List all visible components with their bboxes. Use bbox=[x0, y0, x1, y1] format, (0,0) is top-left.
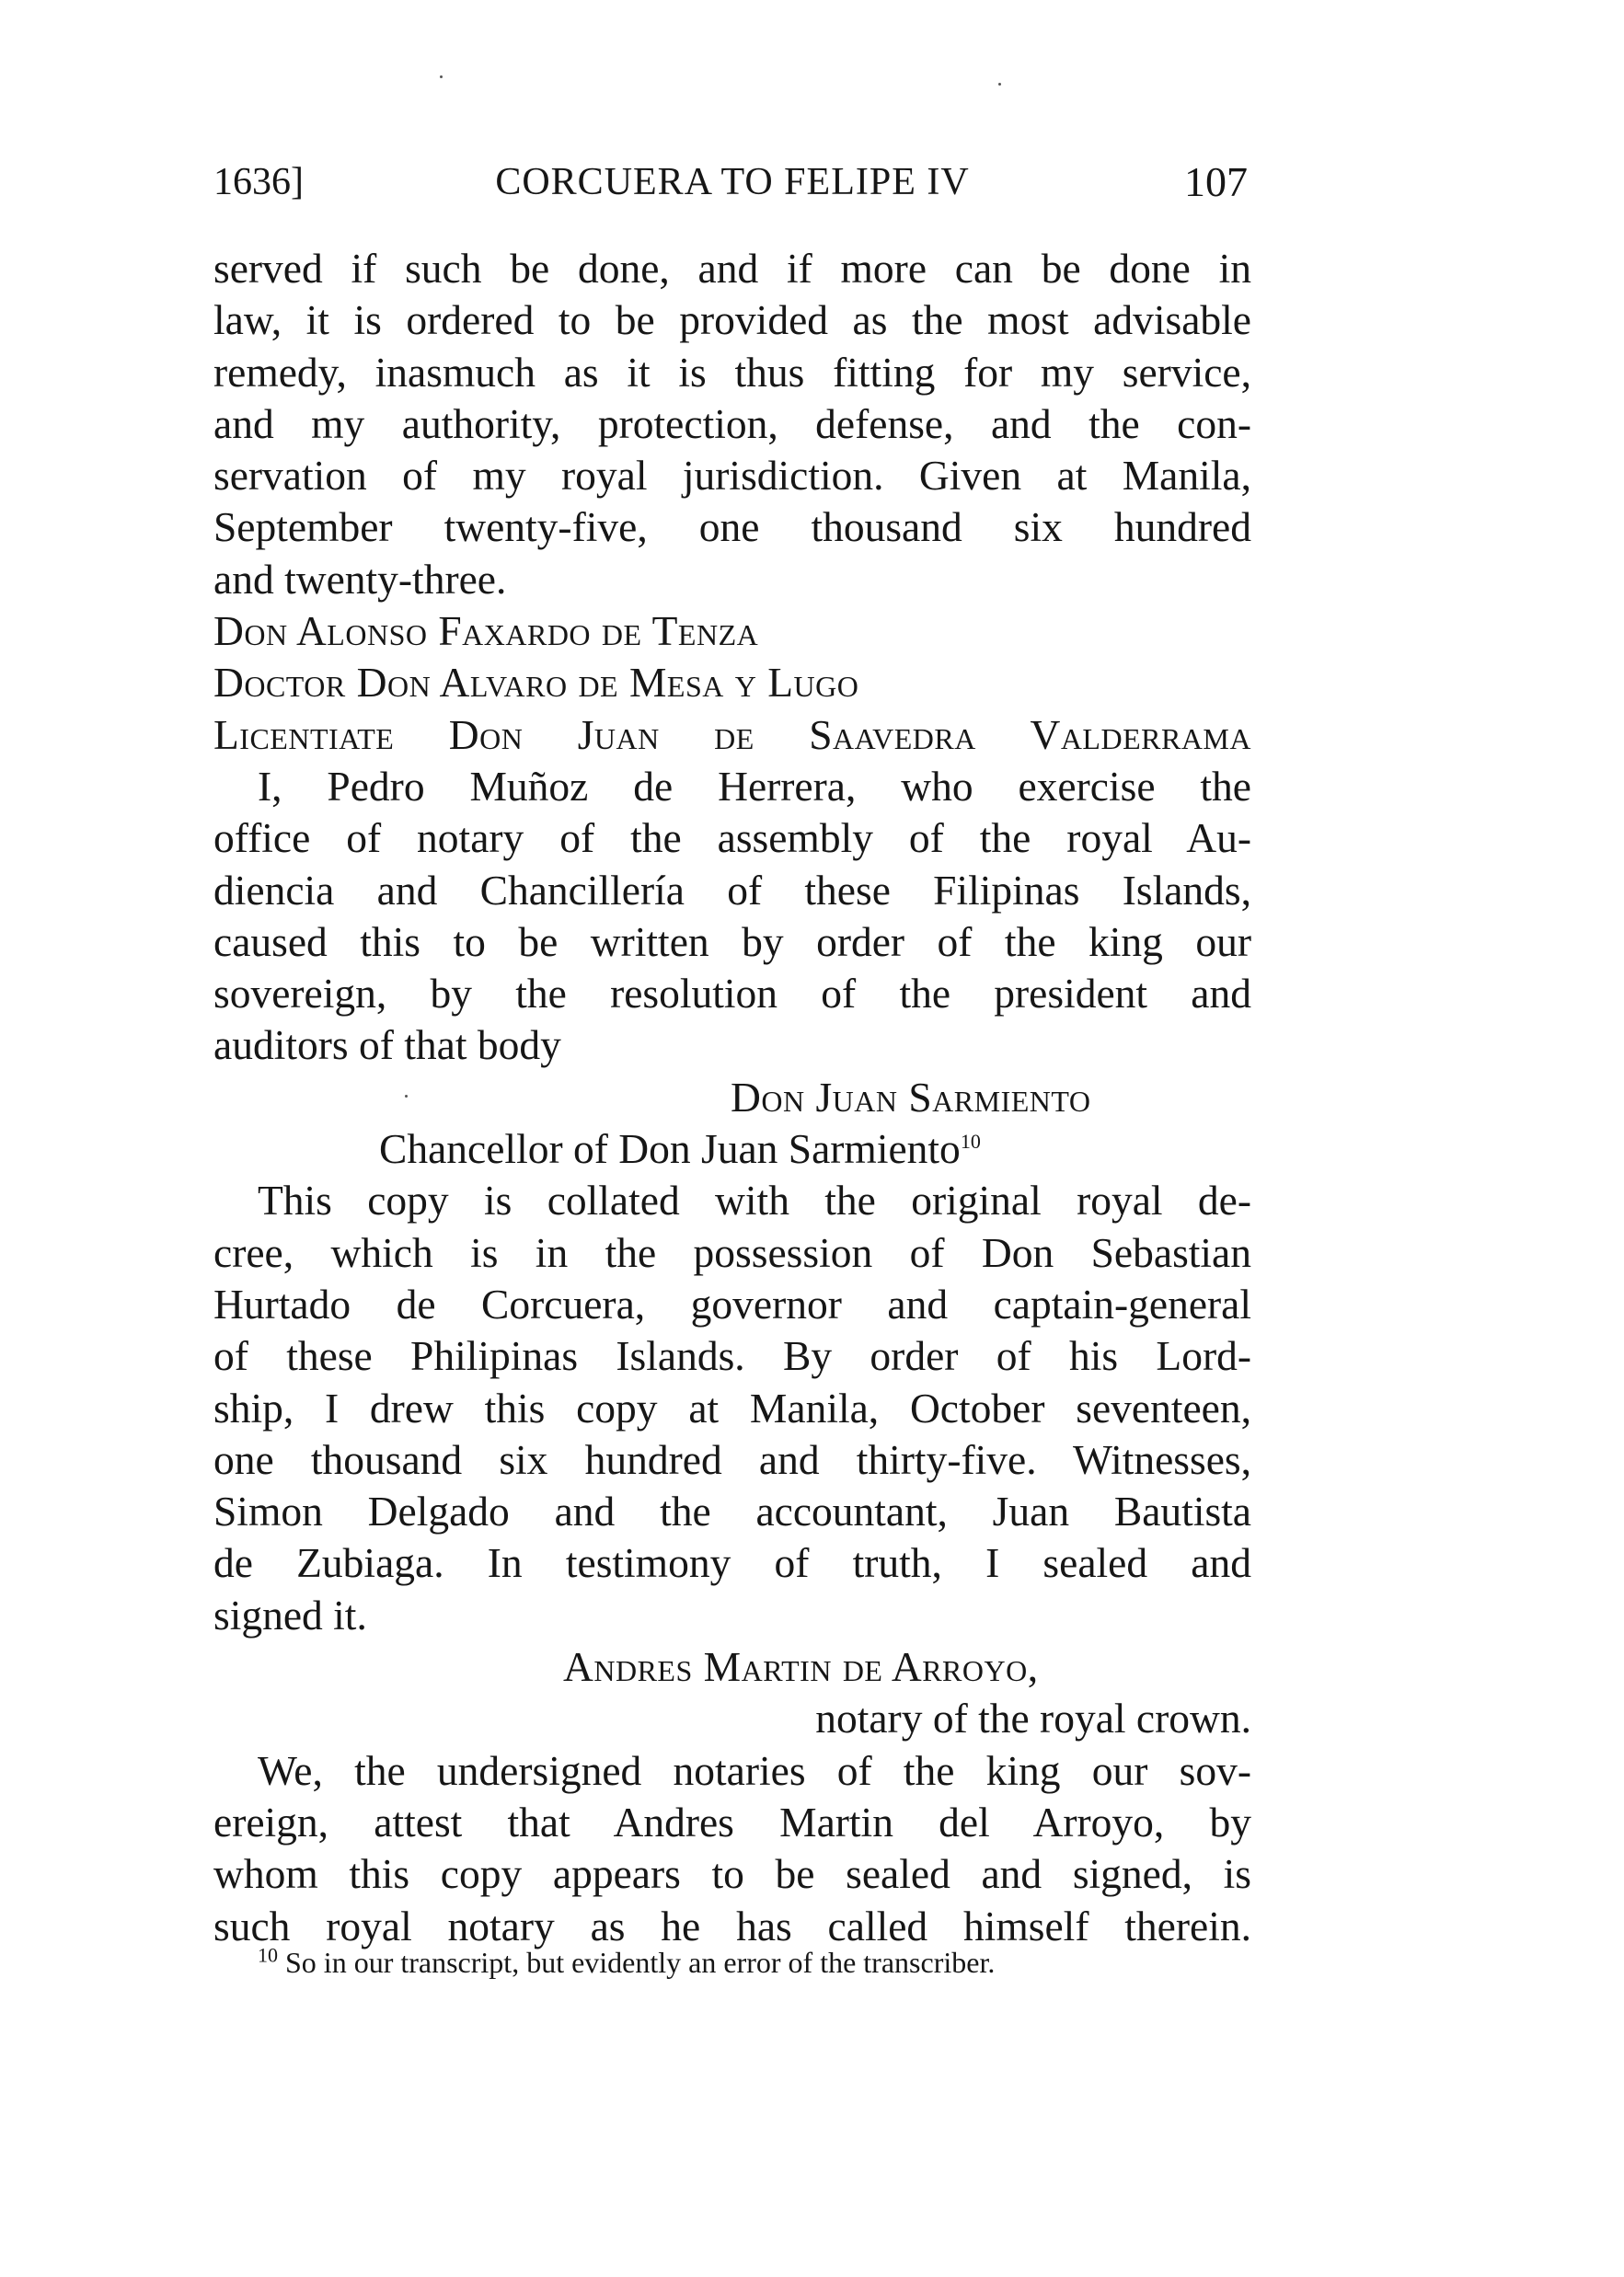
text-line: I, Pedro Muñoz de Herrera, who exercise the bbox=[258, 762, 1251, 810]
scan-speck bbox=[440, 75, 443, 78]
footnote-ref: 10 bbox=[960, 1129, 981, 1153]
chancellor-text: Chancellor of Don Juan Sarmiento bbox=[379, 1125, 961, 1173]
text-line: ereign, attest that Andres Martin del Arroyo, by bbox=[213, 1798, 1251, 1846]
header-year: 1636] bbox=[213, 161, 304, 203]
signatory-name: Andres Martin de Arroyo, bbox=[563, 1643, 1039, 1691]
scan-speck bbox=[998, 83, 1001, 86]
page-number: 107 bbox=[1184, 158, 1248, 205]
text-line: and twenty-three. bbox=[213, 555, 507, 603]
text-line: This copy is collated with the original royal de- bbox=[258, 1177, 1251, 1225]
signatory-line: Don Alonso Faxardo de Tenza bbox=[213, 607, 759, 655]
text-line: September twenty-five, one thousand six hundred bbox=[213, 503, 1251, 551]
signatory-name: Don Juan Sarmiento bbox=[731, 1073, 1091, 1121]
text-line: sovereign, by the resolution of the president and bbox=[213, 970, 1251, 1018]
footnote-text: So in our transcript, but evidently an error of the transcriber. bbox=[285, 1946, 996, 1979]
text-line: diencia and Chancillería of these Filipinas Islands, bbox=[213, 866, 1251, 914]
text-line: office of notary of the assembly of the royal Au- bbox=[213, 814, 1251, 862]
footnote-marker: 10 bbox=[258, 1943, 278, 1967]
text-line: servation of my royal jurisdiction. Given at Manila, bbox=[213, 452, 1251, 500]
running-header bbox=[213, 155, 1251, 210]
text-line: Simon Delgado and the accountant, Juan Bautista bbox=[213, 1488, 1251, 1535]
signatory-line bbox=[213, 1123, 1251, 1175]
text-line: law, it is ordered to be provided as the most advisable bbox=[213, 296, 1251, 344]
header-title: CORCUERA TO FELIPE IV bbox=[495, 161, 970, 203]
body-text bbox=[213, 243, 1251, 1952]
text-line: such royal notary as he has called himself therein. bbox=[213, 1902, 1251, 1949]
text-line: whom this copy appears to be sealed and signed, is bbox=[213, 1850, 1251, 1898]
signatory-title: notary of the royal crown. bbox=[815, 1695, 1251, 1742]
text-line: de Zubiaga. In testimony of truth, I sealed and bbox=[213, 1539, 1251, 1587]
signatory-line bbox=[213, 1641, 1251, 1693]
text-line: auditors of that body bbox=[213, 1021, 561, 1069]
footnote bbox=[258, 1939, 1261, 1985]
text-line: served if such be done, and if more can be done in bbox=[213, 245, 1251, 292]
text-line: Hurtado de Corcuera, governor and captain-general bbox=[213, 1280, 1251, 1328]
text-line: remedy, inasmuch as it is thus fitting for my service, bbox=[213, 348, 1251, 396]
signatory-line: Licentiate Don Juan de Saavedra Valderrama bbox=[213, 710, 1251, 758]
text-line: ship, I drew this copy at Manila, October seventeen, bbox=[213, 1384, 1251, 1432]
signatory-line bbox=[213, 1072, 1251, 1123]
text-line: cree, which is in the possession of Don Sebastian bbox=[213, 1228, 1251, 1276]
text-line: one thousand six hundred and thirty-five. Witnesses, bbox=[213, 1435, 1251, 1483]
signatory-line: Doctor Don Alvaro de Mesa y Lugo bbox=[213, 659, 859, 707]
text-line: signed it. bbox=[213, 1591, 367, 1639]
text-line: and my authority, protection, defense, and the con- bbox=[213, 399, 1251, 447]
text-line: We, the undersigned notaries of the king our sov- bbox=[258, 1746, 1251, 1794]
text-line: caused this to be written by order of the king our bbox=[213, 917, 1251, 965]
text-line: of these Philipinas Islands. By order of his Lord- bbox=[213, 1332, 1251, 1380]
